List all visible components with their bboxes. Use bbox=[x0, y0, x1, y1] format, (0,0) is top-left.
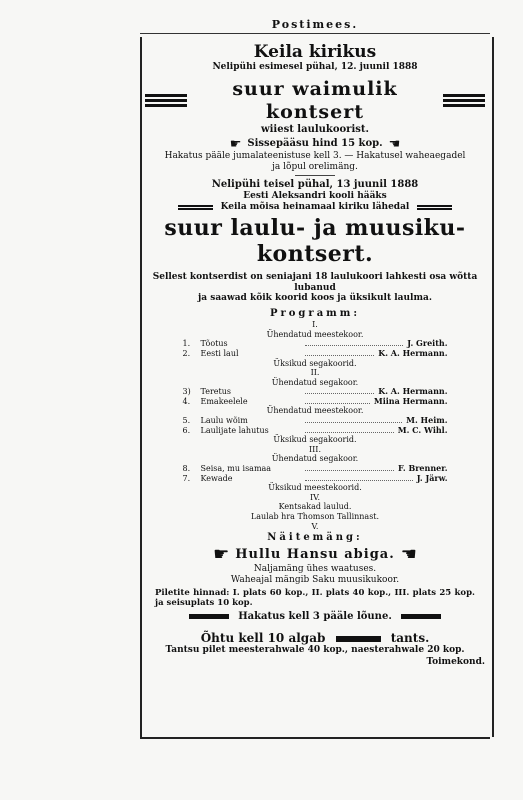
entry-price: Sissepääsu hind 15 kop. bbox=[247, 138, 383, 150]
start1: Hakatus pääle jumalateenistuse kell 3. — Hakatusel waheaegadel bbox=[164, 150, 466, 161]
start2-row bbox=[145, 611, 485, 623]
play-row bbox=[145, 546, 485, 564]
decor-bars-right bbox=[443, 92, 485, 109]
section-roman: V. bbox=[311, 521, 319, 531]
announcement bbox=[145, 40, 485, 668]
program-list bbox=[183, 320, 448, 531]
section-footer: Üksikud segakoorid. bbox=[273, 358, 357, 368]
pointing-hand-right-icon: ☛ bbox=[229, 136, 242, 152]
decor-bars-right bbox=[417, 204, 452, 211]
start1b: ja lõpul orelimäng. bbox=[272, 161, 358, 172]
venue: Keila mõisa heinamaal kiriku lähedal bbox=[220, 202, 410, 213]
desc2: ja saawad kõik koorid koos ja üksikult laulma. bbox=[198, 293, 432, 304]
evening-text: Õhtu kell 10 algab bbox=[200, 631, 326, 646]
section-roman: II. bbox=[310, 368, 320, 378]
five-choirs: wiiest laulukoorist. bbox=[261, 123, 369, 135]
desc1: Sellest kontserdist on seniajani 18 laulukoori lahkesti osa wõtta lubanud bbox=[152, 271, 478, 293]
divider bbox=[295, 175, 335, 176]
concert2-title: suur laulu- ja muusiku-kontsert. bbox=[164, 214, 466, 268]
program-item: 6. Laulijate lahutus M. C. Wihl. bbox=[182, 424, 448, 435]
start2: Hakatus kell 3 pääle lõune. bbox=[238, 611, 392, 623]
section-roman: I. bbox=[312, 320, 318, 330]
pointing-hand-left-icon: ☚ bbox=[388, 136, 401, 152]
entry-row bbox=[145, 138, 485, 151]
masthead: Postimees. bbox=[271, 18, 359, 31]
program-item: 8. Seisa, mu isamaa F. Brenner. bbox=[182, 463, 448, 474]
dance-prices: Tantsu pilet meesterahwale 40 kop., naesterahwale 20 kop. bbox=[165, 645, 465, 656]
venue-row bbox=[145, 202, 485, 213]
signature: Toimekond. bbox=[426, 657, 485, 668]
program-title: Programm: bbox=[269, 308, 361, 320]
section-heading: Ühendatud meestekoor. bbox=[266, 329, 364, 339]
play-subtitle: Naljamäng ühes waatuses. bbox=[253, 564, 377, 575]
decor-bar-right bbox=[401, 614, 441, 619]
bottom-rule bbox=[140, 737, 490, 739]
play-title: Hullu Hansu abiga. bbox=[235, 547, 395, 563]
decor-bar-left bbox=[189, 614, 229, 619]
program-item: 2. Eesti laul K. A. Hermann. bbox=[182, 347, 448, 358]
evening-row bbox=[145, 631, 485, 645]
section-roman: III. bbox=[308, 444, 322, 454]
decor-bar bbox=[336, 636, 381, 642]
section-heading: Ühendatud segakoor. bbox=[271, 454, 359, 464]
program-item: 7. Kewade J. Järw. bbox=[182, 472, 448, 483]
church-title: Keila kirikus bbox=[253, 42, 377, 62]
program-item: 1. Tõotus J. Greith. bbox=[182, 338, 448, 349]
pointing-hand-right-icon: ☛ bbox=[213, 544, 230, 566]
decor-bars-left bbox=[178, 204, 213, 211]
pointing-hand-left-icon: ☚ bbox=[400, 544, 417, 566]
section-heading: Ühendatud segakoor. bbox=[271, 377, 359, 387]
concert1-title: suur waimulik kontsert bbox=[232, 78, 398, 123]
kentsakad: Kentsakad laulud. bbox=[278, 502, 352, 512]
masthead-rule bbox=[140, 33, 490, 34]
play-header: Näitemäng: bbox=[267, 532, 363, 544]
concert1-row bbox=[145, 78, 485, 124]
school: Eesti Aleksandri kooli hääks bbox=[243, 191, 387, 202]
section-roman: IV. bbox=[309, 492, 321, 502]
program-item: 3) Teretus K. A. Hermann. bbox=[182, 386, 448, 397]
program-item: 4. Emakeelele Miina Hermann. bbox=[182, 395, 448, 406]
ticket-prices: Piletite hinnad: I. plats 60 kop., II. plats 40 kop., III. plats 25 kop. ja seisuplats 10 kop. bbox=[155, 587, 475, 609]
program-item: 5. Laulu wõim M. Heim. bbox=[182, 415, 448, 426]
section-footer: Üksikud segakoorid. bbox=[273, 435, 357, 445]
dance-word: tants. bbox=[390, 631, 430, 646]
date-second: Nelipühi teisel pühal, 13 juunil 1888 bbox=[211, 179, 419, 191]
section-footer: Üksikud meestekoorid. bbox=[268, 483, 362, 493]
decor-bars-left bbox=[145, 92, 187, 109]
intermission: Waheajal mängib Saku muusikukoor. bbox=[230, 575, 400, 585]
section-footer: Ühendatud meestekoor. bbox=[266, 406, 364, 416]
singer: Laulab hra Thomson Tallinnast. bbox=[250, 512, 380, 522]
date-first: Nelipühi esimesel pühal, 12. juunil 1888 bbox=[212, 62, 418, 73]
